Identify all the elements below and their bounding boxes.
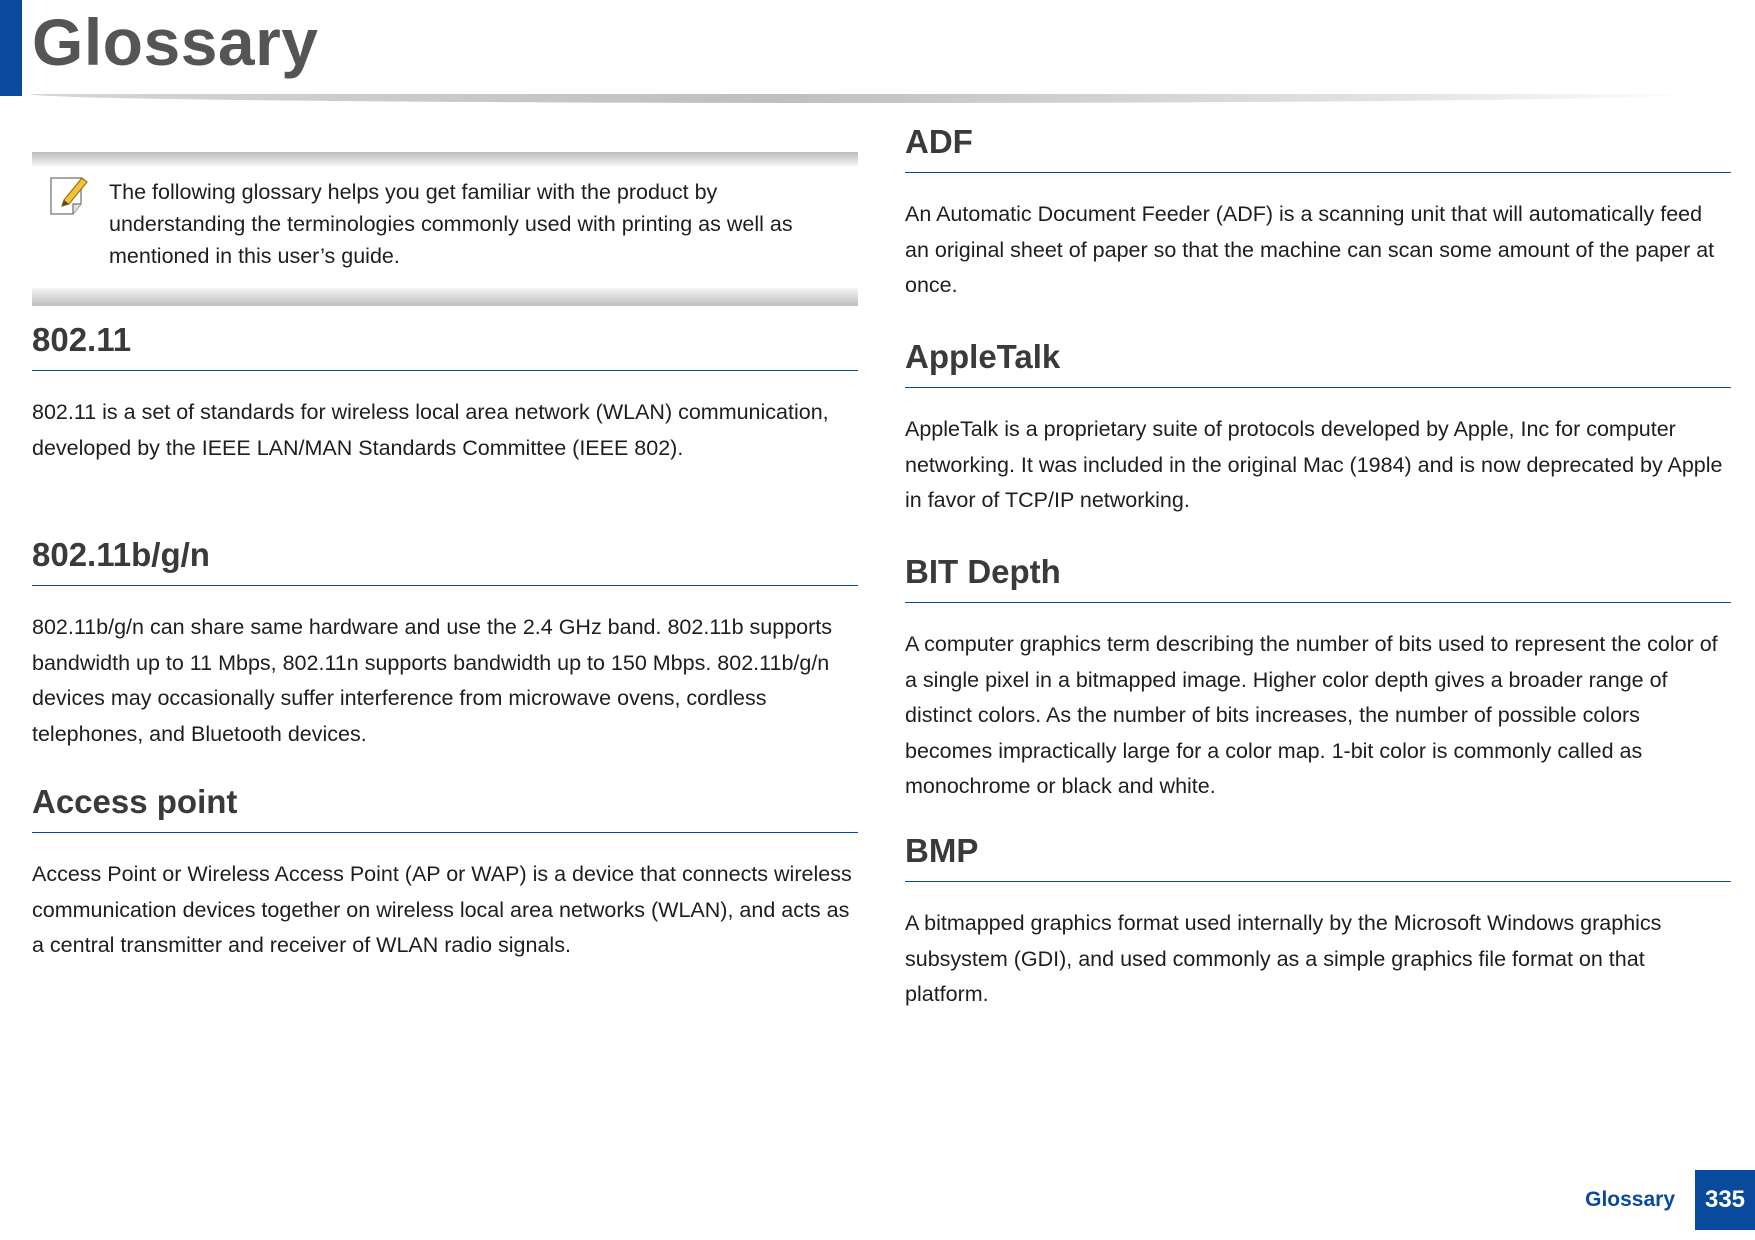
term-definition: Access Point or Wireless Access Point (AP or WAP) is a device that connects wireless communication devices together on wireless local area networks (WLAN), and acts as a central transmitter and receiver of WLAN radio signals. — [32, 862, 852, 957]
title-divider — [30, 94, 1690, 103]
term-definition: 802.11b/g/n can share same hardware and use the 2.4 GHz band. 802.11b supports bandwidth up to 11 Mbps, 802.11n supports bandwidth up to 150 Mbps. 802.11b/g/n devices may occasionally suffer interference from microwave ovens, cordless telephones, and Bluetooth devices. — [32, 615, 833, 746]
term-heading: 802.11 — [32, 320, 858, 371]
term-definition: An Automatic Document Feeder (ADF) is a scanning unit that will automatically feed an original sheet of paper so that the machine can scan some amount of the paper at once. — [905, 202, 1715, 297]
note-bottom-shade — [32, 288, 858, 306]
term-heading: ADF — [905, 122, 1731, 173]
glossary-entry-802-11bgn — [32, 535, 858, 752]
term-heading: 802.11b/g/n — [32, 535, 858, 586]
glossary-entry-adf — [905, 122, 1731, 304]
term-definition: 802.11 is a set of standards for wireless local area network (WLAN) communication, developed by the IEEE LAN/MAN Standards Committee (IEEE 802). — [32, 400, 829, 460]
term-definition: A bitmapped graphics format used internally by the Microsoft Windows graphics subsystem (GDI), and used commonly as a simple graphics file format on that platform. — [905, 911, 1662, 1006]
glossary-entry-appletalk — [905, 337, 1731, 519]
glossary-entry-bit-depth — [905, 552, 1731, 805]
glossary-entry-bmp — [905, 831, 1731, 1013]
term-heading: BMP — [905, 831, 1731, 882]
term-definition: A computer graphics term describing the number of bits used to represent the color of a single pixel in a bitmapped image. Higher color depth gives a broader range of distinct colors. As the number of bits increases, the number of possible colors becomes impractically large for a color map. 1-bit color is commonly called as monochrome or black and white. — [905, 632, 1718, 798]
note-pencil-icon — [48, 174, 90, 218]
term-definition: AppleTalk is a proprietary suite of protocols developed by Apple, Inc for computer networking. It was included in the original Mac (1984) and is now deprecated by Apple in favor of TCP/IP networking. — [905, 417, 1723, 512]
note-top-shade — [32, 152, 858, 166]
note-text: The following glossary helps you get familiar with the product by understanding the terminologies commonly used with printing as well as mentioned in this user’s guide. — [109, 180, 793, 268]
title-accent-bar — [0, 0, 22, 96]
glossary-entry-802-11 — [32, 320, 858, 466]
term-heading: BIT Depth — [905, 552, 1731, 603]
page-title: Glossary — [32, 5, 319, 79]
footer-section-label: Glossary — [1585, 1188, 1675, 1211]
note-box — [32, 152, 858, 306]
glossary-entry-access-point — [32, 782, 858, 964]
term-heading: AppleTalk — [905, 337, 1731, 388]
term-heading: Access point — [32, 782, 858, 833]
page-number: 335 — [1695, 1170, 1755, 1230]
